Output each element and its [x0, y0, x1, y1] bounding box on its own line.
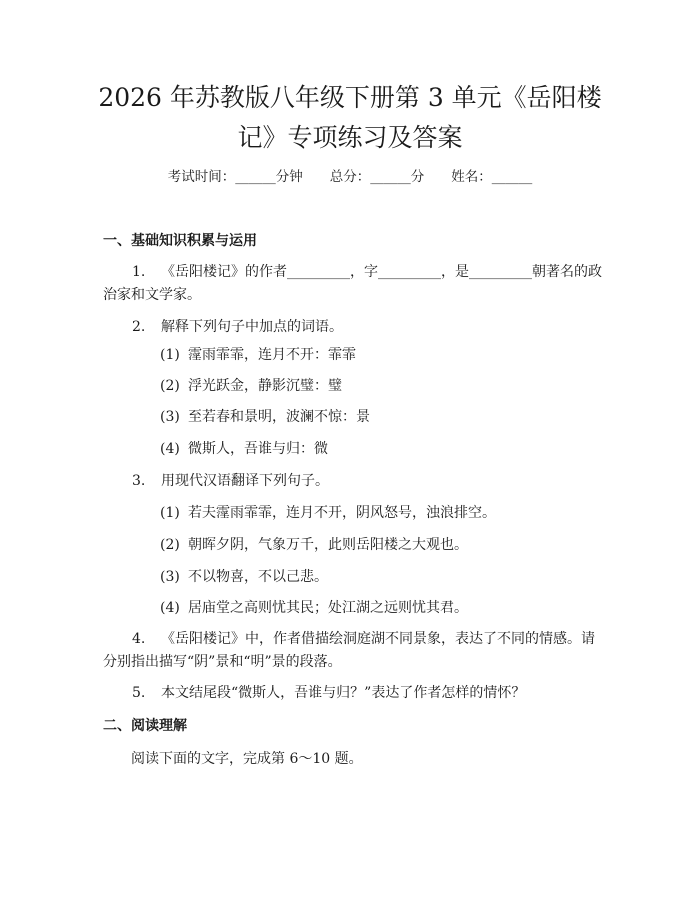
- sub-item-mark: (4): [160, 441, 180, 457]
- question-text: 《岳阳楼记》中，作者借描绘洞庭湖不同景象，表达了不同的情感。请分别指出描写“阴”景和“明”景的段落。: [103, 631, 595, 670]
- sub-item: [160, 598, 468, 618]
- sub-item-mark: (4): [160, 600, 180, 616]
- question-number: 2.: [132, 319, 146, 335]
- document-title-line-2: 记》专项练习及答案: [237, 123, 463, 152]
- exam-info: 考试时间：______分钟 总分：______分 姓名：______: [167, 169, 533, 185]
- sub-item-mark: (1): [160, 347, 180, 363]
- sub-item: [160, 567, 328, 587]
- sub-item-text: 浮光跃金，静影沉璧：璧: [188, 378, 342, 394]
- sub-item-mark: (2): [160, 378, 180, 394]
- question-4: [103, 628, 603, 674]
- sub-item: [160, 503, 496, 523]
- sub-item-mark: (3): [160, 569, 180, 585]
- section-heading-reading: 二、阅读理解: [103, 718, 187, 734]
- sub-item: [160, 376, 342, 396]
- sub-item: [160, 535, 468, 555]
- question-1: [103, 261, 603, 307]
- sub-item-mark: (1): [160, 505, 180, 521]
- sub-item: [160, 345, 356, 365]
- sub-item-mark: (3): [160, 409, 180, 425]
- sub-item-mark: (2): [160, 537, 180, 553]
- document-title-line-1: 2026 年苏教版八年级下册第 3 单元《岳阳楼: [98, 83, 602, 112]
- section-heading-basics: 一、基础知识积累与运用: [103, 233, 257, 249]
- question-number: 3.: [132, 473, 146, 489]
- question-3: [103, 470, 603, 493]
- question-number: 1.: [132, 264, 146, 280]
- question-text: 用现代汉语翻译下列句子。: [161, 473, 329, 489]
- sub-item-text: 居庙堂之高则忧其民；处江湖之远则忧其君。: [188, 600, 468, 616]
- question-text: 《岳阳楼记》的作者_________，字_________，是_________朝著名的政治家和文学家。: [103, 264, 602, 303]
- question-2: [103, 316, 603, 339]
- sub-item-text: 若夫霪雨霏霏，连月不开，阴风怒号，浊浪排空。: [188, 505, 496, 521]
- sub-item-text: 霪雨霏霏，连月不开：霏霏: [188, 347, 356, 363]
- sub-item-text: 微斯人，吾谁与归：微: [188, 441, 328, 457]
- sub-item-text: 不以物喜，不以己悲。: [188, 569, 328, 585]
- sub-item-text: 朝晖夕阴，气象万千，此则岳阳楼之大观也。: [188, 537, 468, 553]
- reading-intro: 阅读下面的文字，完成第 6～10 题。: [131, 751, 363, 767]
- question-5: [103, 682, 603, 705]
- sub-item-text: 至若春和景明，波澜不惊：景: [188, 409, 370, 425]
- sub-item: [160, 439, 328, 459]
- sub-item: [160, 407, 370, 427]
- question-text: 解释下列句子中加点的词语。: [161, 319, 343, 335]
- question-number: 5.: [132, 685, 146, 701]
- question-text: 本文结尾段“微斯人，吾谁与归？”表达了作者怎样的情怀？: [161, 685, 526, 701]
- question-number: 4.: [132, 631, 146, 647]
